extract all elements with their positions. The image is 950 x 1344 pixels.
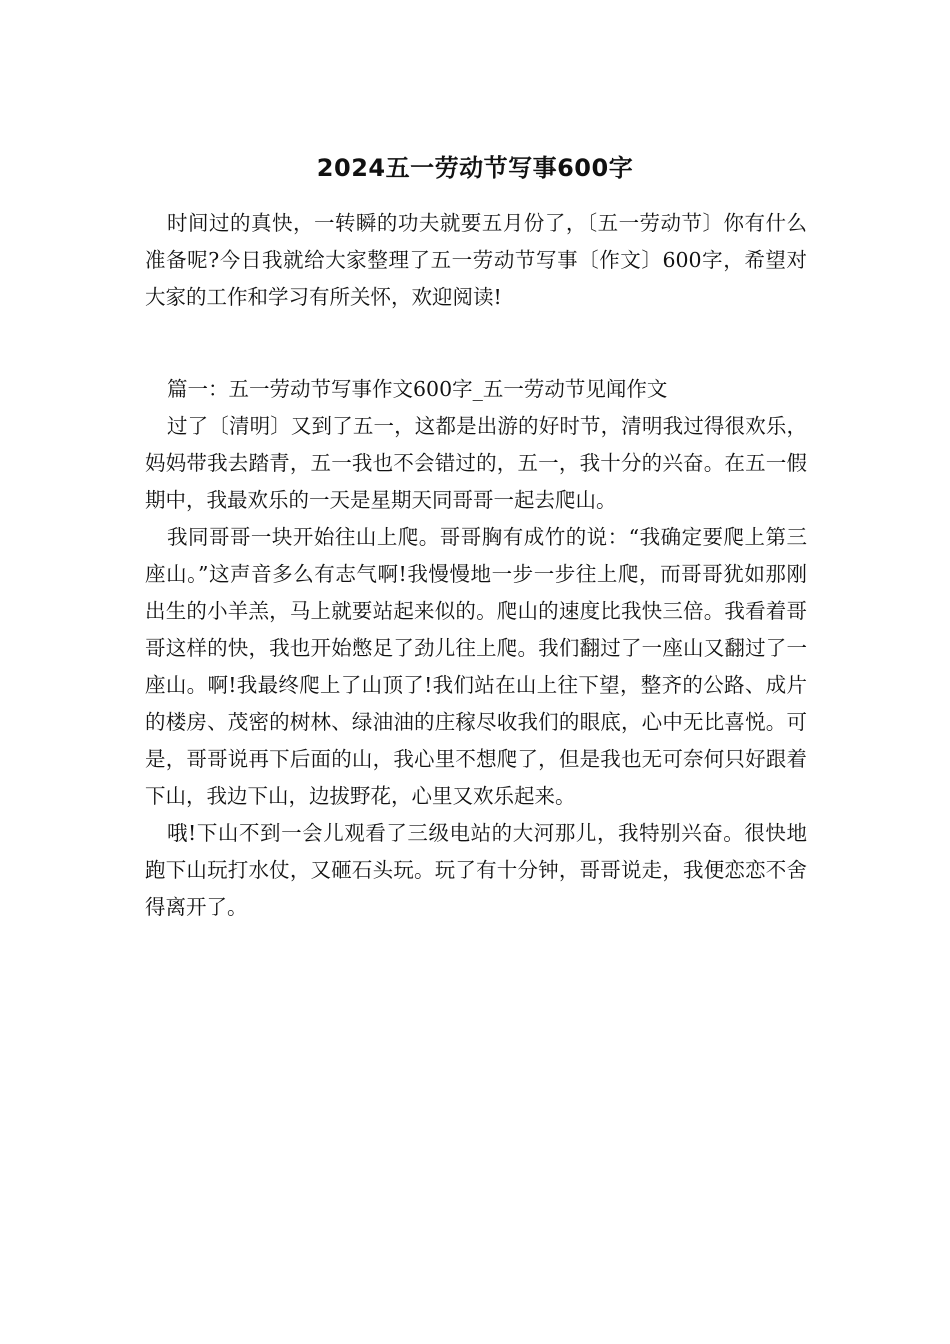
body-paragraph-2: 我同哥哥一块开始往山上爬。哥哥胸有成竹的说：“我确定要爬上第三座山。”这声音多么有志气啊!我慢慢地一步一步往上爬，而哥哥犹如那刚出生的小羊羔，马上就要站起来似的。爬山的速度比我快三倍。我看着哥哥这样的快，我也开始憋足了劲儿往上爬。我们翻过了一座山又翻过了一座山。啊!我最终爬上了山顶了!我们站在山上往下望，整齐的公路、成片的楼房、茂密的树林、绿油油的庄稼尽收我们的眼底，心中无比喜悦。可是，哥哥说再下后面的山，我心里不想爬了，但是我也无可奈何只好跟着下山，我边下山，边拔野花，心里又欢乐起来。 bbox=[145, 525, 807, 808]
document-title: 2024五一劳动节写事600字 bbox=[316, 154, 634, 182]
intro-paragraph: 时间过的真快，一转瞬的功夫就要五月份了，〔五一劳动节〕你有什么准备呢?今日我就给大家整理了五一劳动节写事〔作文〕600字，希望对大家的工作和学习有所关怀，欢迎阅读! bbox=[145, 211, 807, 309]
section-heading: 篇一：五一劳动节写事作文600字_五一劳动节见闻作文 bbox=[167, 377, 668, 401]
document-body bbox=[145, 205, 807, 926]
paragraph-spacer bbox=[145, 316, 807, 371]
body-paragraph-3: 哦!下山不到一会儿观看了三级电站的大河那儿，我特别兴奋。很快地跑下山玩打水仗，又砸石头玩。玩了有十分钟，哥哥说走，我便恋恋不舍得离开了。 bbox=[145, 821, 807, 919]
body-paragraph-1: 过了〔清明〕又到了五一，这都是出游的好时节，清明我过得很欢乐，妈妈带我去踏青，五一我也不会错过的，五一，我十分的兴奋。在五一假期中，我最欢乐的一天是星期天同哥哥一起去爬山。 bbox=[145, 414, 807, 512]
